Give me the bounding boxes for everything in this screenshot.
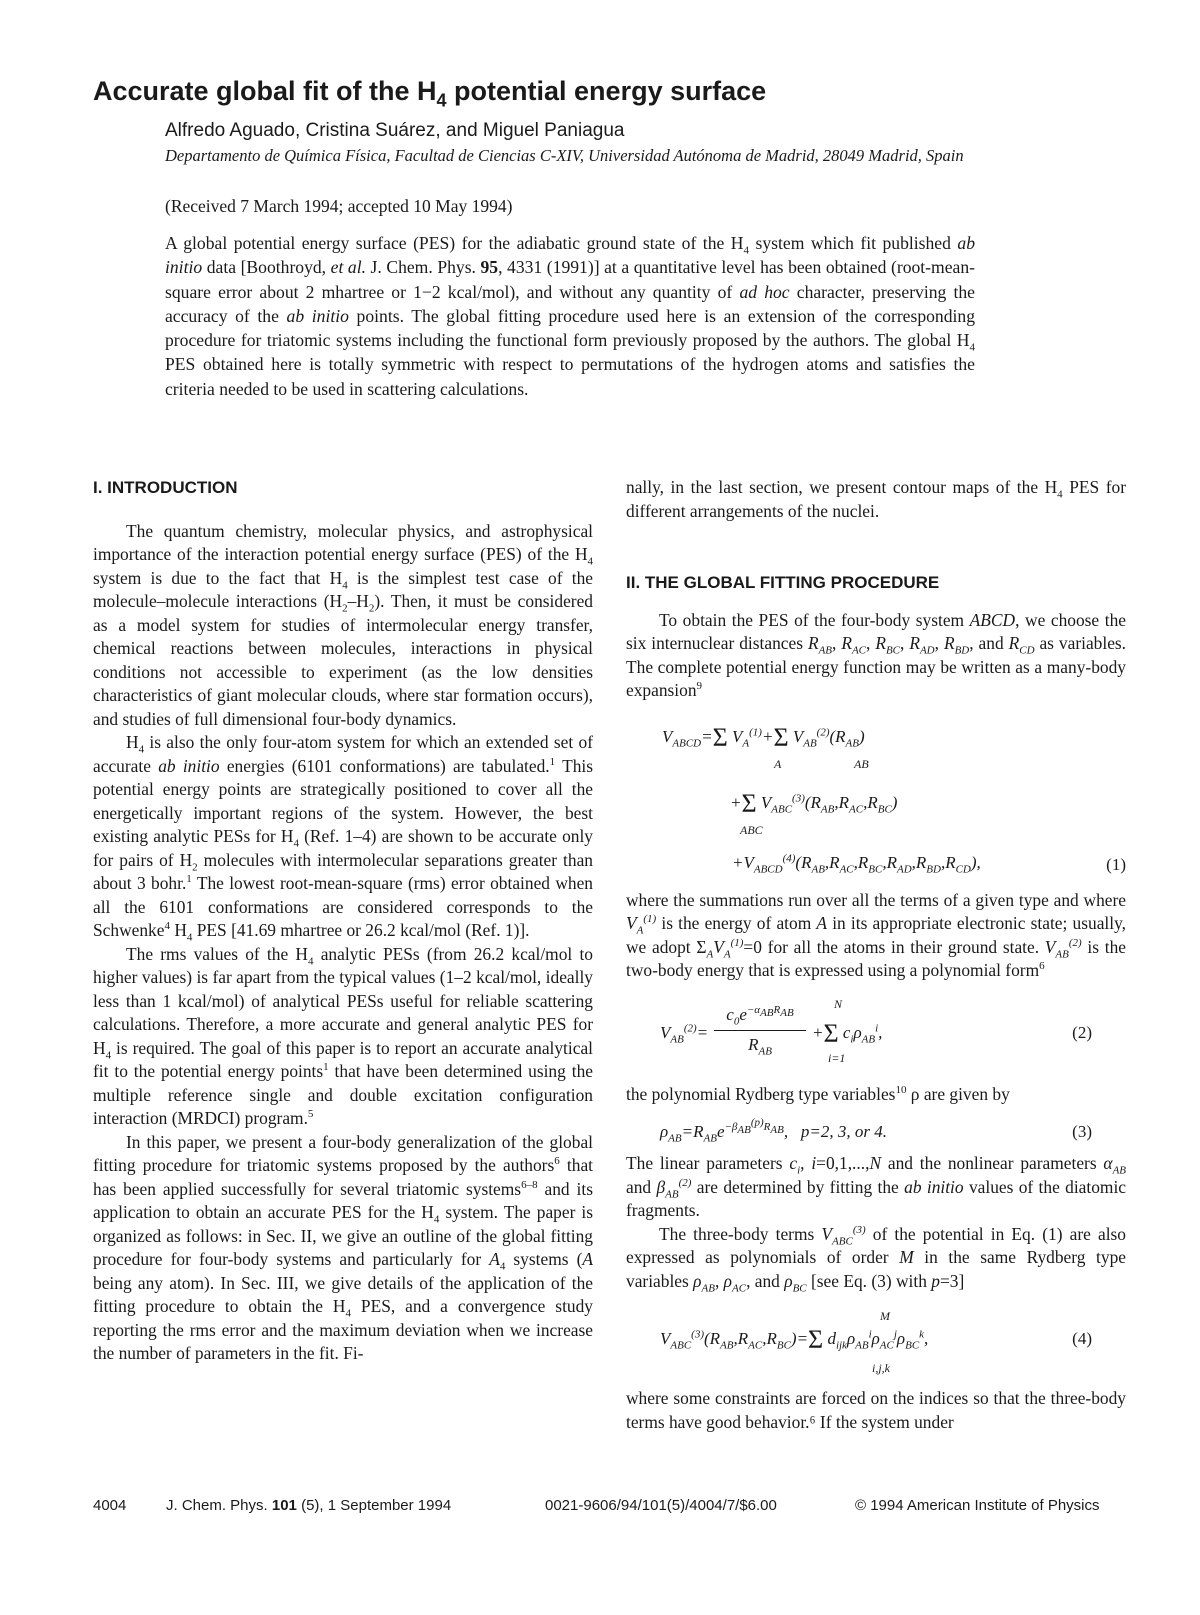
intro-paragraph-2: $H_4$ is also the only four-atom system for which an extended set of accurate ab initio energies (6101 conformations) are tabulated.$^1$ This potential energy points are strategically positioned to cover all the energetically important regions of the system. However, the best existing analytic PESs for $H_4$ (Ref. 1–4) are shown to be accurate only for pairs of $H_2$ molecules with intermolecular separations greater than about 3 bohr.$^1$ The lowest root-mean-square (rms) error obtained when all the 6101 conformations are considered corresponds to the Schwenke$^4$ $H_4$ PES [41.69 mhartree or 26.2 kcal/mol (Ref. 1)].: [93, 732, 594, 944]
left-column: [93, 476, 593, 1366]
right-column: [626, 476, 1126, 1434]
fitting-paragraph-5: The three-body terms $V_{ABC}^{(3)}$ of the potential in Eq. (1) are also expressed as polynomials of order M in the same Rydberg type variables $\rho_{AB}$, $\rho_{AC}$, and $\rho_{BC}$ [see Eq. (3) with p=3]: [626, 1223, 1127, 1294]
fitting-paragraph-4: The linear parameters $c_i$, i=0,1,...,N and the nonlinear parameters $\alpha_{AB}$ and $\beta_{AB}^{(2)}$ are determined by fitting the ab initio values of the diatomic fragments.: [626, 1153, 1127, 1220]
equation-4-number: (4): [1072, 1329, 1092, 1348]
equation-3: $\rho_{AB}=R_{AB}e^{-\beta_{AB}^{(p)}R_{AB}}$, p=2, 3, or 4. (3): [660, 1116, 1092, 1145]
equation-1-number: (1): [1106, 854, 1126, 874]
footer-copyright: © 1994 American Institute of Physics: [855, 1497, 1100, 1514]
affiliation: Departamento de Química Física, Facultad de Ciencias C-XIV, Universidad Autónoma de Madrid, 28049 Madrid, Spain: [165, 146, 964, 165]
equation-3-condition: p=2, 3, or 4.: [800, 1122, 887, 1141]
fitting-paragraph-6: where some constraints are forced on the indices so that the three-body terms have good behavior.⁶ If the system under: [626, 1388, 1126, 1432]
equation-1: $V_{ABCD}=\Sigma$ $V_A^{(1)}+\Sigma$ $V_{AB}^{(2)}(R_{AB})$ A AB +Σ $V_{ABC}^{(3)}(R_{AB},R_{AC},R_{BC})$ ABC $+V_{ABCD}^{(4)}(R_{AB},R_{AC},R_{BC},R_{AD},R_{BD},R_{CD})$,: [662, 722, 981, 875]
intro-continuation: nally, in the last section, we present contour maps of the $H_4$ PES for different arrangements of the nuclei.: [626, 477, 1126, 521]
intro-paragraph-1: The quantum chemistry, molecular physics, and astrophysical importance of the interaction potential energy surface (PES) of the $H_4$ system is due to the fact that $H_4$ is the simplest test case of the molecule–molecule interactions $(H_2-H_2)$. Then, it must be considered as a model system for studies of intermolecular energy transfer, chemical reactions between molecules, interactions in physical conditions not accessible to experiment (as the low densities characteristics of giant molecular clouds, where star formation occurs), and studies of full dimensional four-body dynamics.: [93, 520, 594, 729]
footer-page-number: 4004: [93, 1497, 127, 1514]
fitting-paragraph-1: To obtain the PES of the four-body system ABCD, we choose the six internuclear distances $R_{AB}$, $R_{AC}$, $R_{BC}$, $R_{AD}$, $R_{BD}$, and $R_{CD}$ as variables. The complete potential energy function may be written as a many-body expansion$^9$: [626, 609, 1127, 700]
equation-2-number: (2): [1072, 1022, 1092, 1042]
fitting-paragraph-3: the polynomial Rydberg type variables$^{10}$ ρ are given by: [626, 1083, 1010, 1104]
equation-4: M $V_{ABC}^{(3)}(R_{AB},R_{AC},R_{BC})=\Sigma$ $d_{ijk}\rho_{AB}^i\rho_{AC}^j\rho_{BC}^k$, i,j,k (4): [660, 1309, 1092, 1375]
footer-journal: J. Chem. Phys. 101 (5), 1 September 1994: [166, 1497, 452, 1514]
intro-heading: I. INTRODUCTION: [93, 478, 238, 497]
fitting-paragraph-2: where the summations run over all the terms of a given type and where $V_A^{(1)}$ is the energy of atom A in its appropriate electronic state; usually, we adopt $\Sigma_AV_A^{(1)}=0$ for all the atoms in their ground state. $V_{AB}^{(2)}$ is the two-body energy that is expressed using a polynomial form$^6$: [626, 889, 1127, 980]
intro-paragraph-3: The rms values of the $H_4$ analytic PESs (from 26.2 kcal/mol to higher values) is far apart from the typical values (1–2 kcal/mol, ideally less than 1 kcal/mol) of analytical PESs useful for reliable scattering calculations. Therefore, a more accurate and general analytic PES for $H_4$ is required. The goal of this paper is to report an accurate analytical fit to the potential energy points$^1$ that have been determined using the multiple reference single and double excitation configuration interaction (MRDCI) program.$^5$: [93, 943, 593, 1128]
intro-paragraph-4: In this paper, we present a four-body generalization of the global fitting procedure for triatomic systems proposed by the authors$^6$ that has been applied successfully for several triatomic systems$^{6-8}$ and its application to obtain an accurate PES for the $H_4$ system. The paper is organized as follows: in Sec. II, we give an outline of the global fitting procedure for four-body systems and particularly for $A_4$ systems (A being any atom). In Sec. III, we give details of the application of the fitting procedure to obtain the $H_4$ PES, and a convergence study reporting the rms error and the maximum deviation when we increase the number of parameters in the fit. Fi-: [93, 1131, 593, 1363]
equation-2: $V_{AB}^{(2)}=$ $c_0e^{-\alpha_{AB}R_{AB}}$ $R_{AB}$ +Σ $c_i\rho_{AB}^i$, N i=1 (2): [660, 996, 1092, 1065]
authors: Alfredo Aguado, Cristina Suárez, and Miguel Paniagua: [165, 120, 625, 141]
received-date: (Received 7 March 1994; accepted 10 May 1994): [165, 196, 513, 216]
paper-title: Accurate global fit of the $H_4$ potential energy surface: [93, 76, 767, 111]
fitting-heading: II. THE GLOBAL FITTING PROCEDURE: [626, 573, 940, 592]
equation-3-number: (3): [1072, 1122, 1092, 1141]
abstract: A global potential energy surface (PES) for the adiabatic ground state of the $H_4$ system which fit published ab initio data [Boothroyd, et al. J. Chem. Phys. 95, 4331 (1991)] at a quantitative level has been obtained (root-mean-square error about 2 mhartree or 1−2 kcal/mol), and without any quantity of ad hoc character, preserving the accuracy of the ab initio points. The global fitting procedure used here is an extension of the corresponding procedure for triatomic systems including the functional form previously proposed by the authors. The global $H_4$ PES obtained here is totally symmetric with respect to permutations of the hydrogen atoms and satisfies the criteria needed to be used in scattering calculations.: [165, 233, 975, 399]
footer-code: 0021-9606/94/101(5)/4004/7/$6.00: [545, 1497, 777, 1514]
